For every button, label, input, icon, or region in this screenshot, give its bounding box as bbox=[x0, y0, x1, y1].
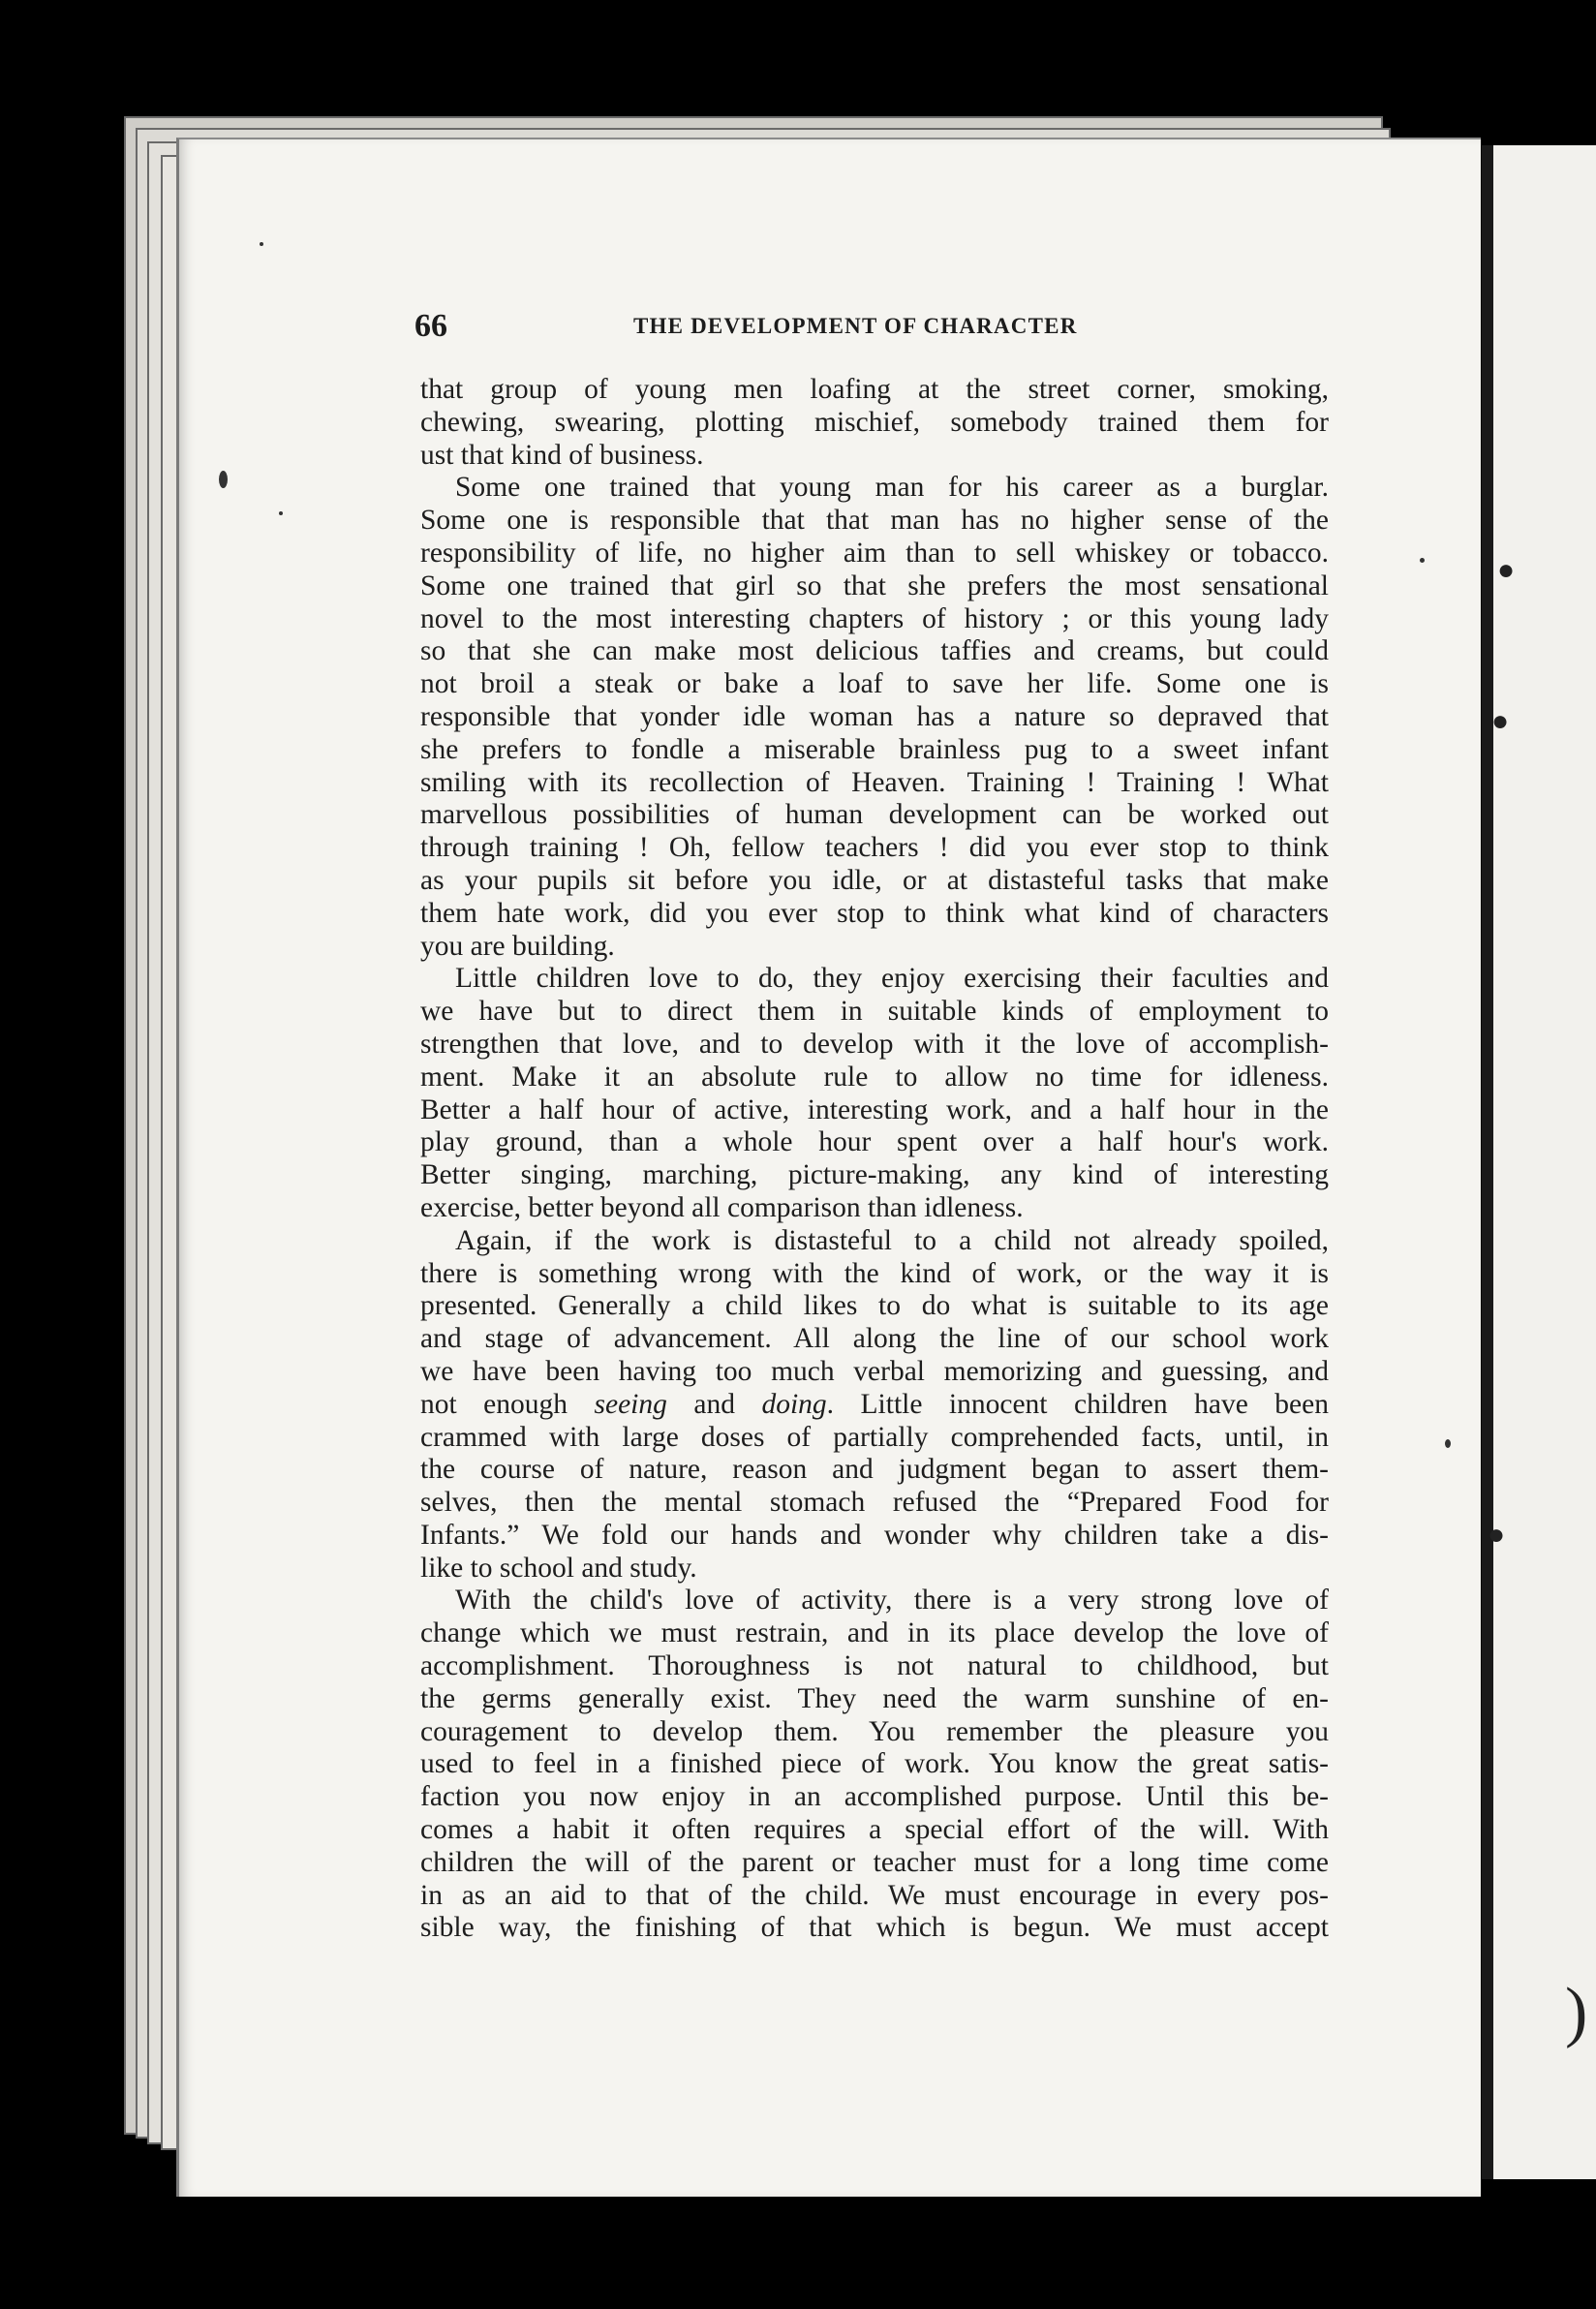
text-line: like to school and study. bbox=[420, 1552, 697, 1584]
text-line: sible way, the finishing of that which is begun. We must accept bbox=[420, 1912, 1329, 1944]
text-line: through training ! Oh, fellow teachers ! did you ever stop to think bbox=[420, 832, 1329, 864]
facing-page-edge bbox=[1482, 145, 1596, 2179]
ink-mark: ● bbox=[1491, 705, 1510, 737]
text-line bbox=[420, 1389, 1329, 1422]
text-segment: and bbox=[666, 1388, 762, 1420]
running-head: THE DEVELOPMENT OF CHARACTER bbox=[633, 314, 1078, 338]
ink-speck bbox=[279, 511, 283, 515]
text-line: we have been having too much verbal memorizing and guessing, and bbox=[420, 1355, 1329, 1387]
ink-mark: ) bbox=[1565, 1975, 1588, 2049]
text-line: play ground, than a whole hour spent over a half hour's work. bbox=[420, 1126, 1329, 1158]
text-line: Again, if the work is distasteful to a child not already spoiled, bbox=[455, 1224, 1329, 1256]
text-line: ust that kind of business. bbox=[420, 439, 704, 471]
ink-mark: ● bbox=[1497, 554, 1516, 586]
text-line: novel to the most interesting chapters of history ; or this young lady bbox=[420, 602, 1329, 634]
text-line: strengthen that love, and to develop with it the love of accomplish- bbox=[420, 1028, 1329, 1060]
ink-speck bbox=[219, 471, 228, 488]
text-line: Little children love to do, they enjoy exercising their faculties and bbox=[455, 963, 1329, 995]
text-line: there is something wrong with the kind of work, or the way it is bbox=[420, 1257, 1329, 1289]
text-line: she prefers to fondle a miserable brainless pug to a sweet infant bbox=[420, 733, 1329, 765]
text-line: and stage of advancement. All along the line of our school work bbox=[420, 1323, 1329, 1355]
page-header bbox=[414, 308, 1344, 347]
text-line: as your pupils sit before you idle, or at distasteful tasks that make bbox=[420, 864, 1329, 896]
text-line: the germs generally exist. They need the warm sunshine of en- bbox=[420, 1682, 1329, 1714]
italic-word: doing bbox=[761, 1388, 827, 1420]
text-line: comes a habit it often requires a special effort of the will. With bbox=[420, 1814, 1329, 1846]
text-line: With the child's love of activity, there is a very strong love of bbox=[455, 1585, 1329, 1616]
text-segment: . Little innocent children have been bbox=[826, 1388, 1329, 1420]
text-line: chewing, swearing, plotting mischief, somebody trained them for bbox=[420, 406, 1329, 438]
text-line: Some one trained that young man for his career as a burglar. bbox=[455, 472, 1329, 504]
text-line: accomplishment. Thoroughness is not natural to childhood, but bbox=[420, 1650, 1329, 1682]
text-line: selves, then the mental stomach refused the “Prepared Food for bbox=[420, 1487, 1329, 1519]
text-line: responsibility of life, no higher aim than to sell whiskey or tobacco. bbox=[420, 537, 1329, 569]
text-line: Better singing, marching, picture-making, any kind of interesting bbox=[420, 1159, 1329, 1191]
text-line: we have but to direct them in suitable kinds of employment to bbox=[420, 996, 1329, 1028]
text-line: ment. Make it an absolute rule to allow no time for idleness. bbox=[420, 1061, 1329, 1093]
text-line: you are building. bbox=[420, 930, 615, 962]
text-line: couragement to develop them. You remember the pleasure you bbox=[420, 1715, 1329, 1747]
text-line: change which we must restrain, and in its place develop the love of bbox=[420, 1617, 1329, 1649]
text-line: Better a half hour of active, interesting work, and a half hour in the bbox=[420, 1093, 1329, 1125]
text-line: that group of young men loafing at the street corner, smoking, bbox=[420, 374, 1329, 405]
text-line: the course of nature, reason and judgment began to assert them- bbox=[420, 1454, 1329, 1486]
text-line: smiling with its recollection of Heaven. Training ! Training ! What bbox=[420, 766, 1329, 798]
text-line: faction you now enjoy in an accomplished purpose. Until this be- bbox=[420, 1781, 1329, 1813]
text-line: crammed with large doses of partially comprehended facts, until, in bbox=[420, 1421, 1329, 1453]
text-line: them hate work, did you ever stop to think what kind of characters bbox=[420, 897, 1329, 929]
text-line: Some one trained that girl so that she prefers the most sensational bbox=[420, 570, 1329, 601]
text-line: Some one is responsible that that man has no higher sense of the bbox=[420, 505, 1329, 537]
ink-mark: ● bbox=[1488, 1519, 1506, 1551]
italic-word: seeing bbox=[594, 1388, 667, 1420]
text-line: in as an aid to that of the child. We must encourage in every pos- bbox=[420, 1879, 1329, 1911]
text-line: used to feel in a finished piece of work. You know the great satis- bbox=[420, 1748, 1329, 1780]
text-line: not broil a steak or bake a loaf to save her life. Some one is bbox=[420, 668, 1329, 700]
text-line: so that she can make most delicious taffies and creams, but could bbox=[420, 635, 1329, 667]
text-line: exercise, better beyond all comparison than idleness. bbox=[420, 1191, 1024, 1223]
text-line: responsible that yonder idle woman has a nature so depraved that bbox=[420, 700, 1329, 732]
text-line: Infants.” We fold our hands and wonder why children take a dis- bbox=[420, 1519, 1329, 1551]
ink-speck bbox=[260, 242, 263, 246]
page-number: 66 bbox=[414, 308, 447, 344]
text-line: marvellous possibilities of human development can be worked out bbox=[420, 799, 1329, 831]
text-segment: not enough bbox=[420, 1388, 595, 1420]
ink-speck bbox=[1420, 558, 1425, 563]
text-line: children the will of the parent or teacher must for a long time come bbox=[420, 1846, 1329, 1878]
ink-speck bbox=[1445, 1439, 1451, 1448]
text-line: presented. Generally a child likes to do what is suitable to its age bbox=[420, 1290, 1329, 1322]
body-text bbox=[420, 374, 1329, 1945]
